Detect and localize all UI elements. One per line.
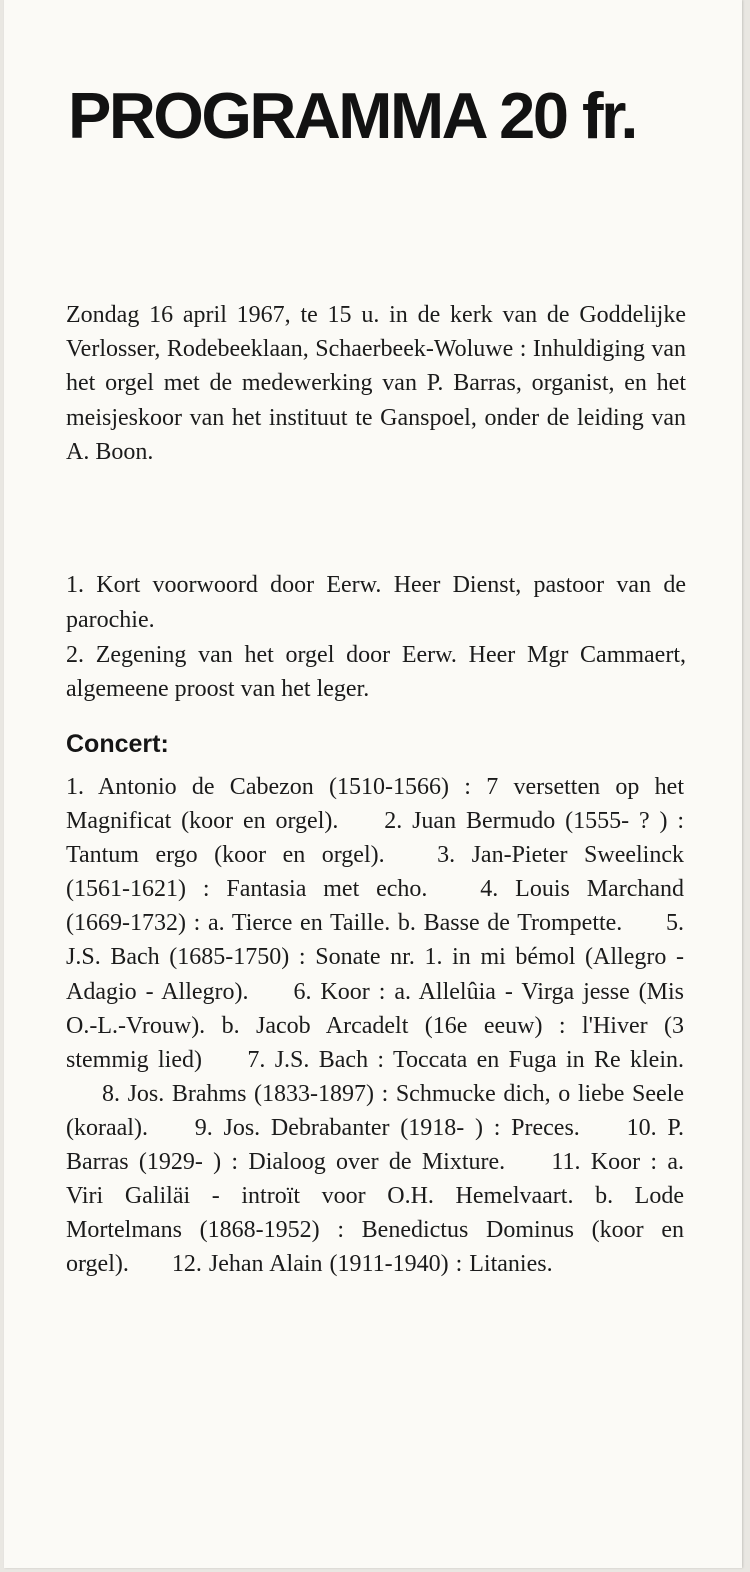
concert-item: 6. Koor : a. Allelûia - Virga jesse (Mis O.-L.-Vrouw). b. Jacob Arcadelt (16e eeuw) : l'Hiver (3 stemmig lied) [66, 978, 685, 1073]
concert-item: 9. Jos. Debrabanter (1918- ) : Preces. [194, 1114, 580, 1141]
program-leaflet-page [4, 0, 742, 1568]
concert-item: 8. Jos. Brahms (1833-1897) : Schmucke dich, o liebe Seele (koraal). [66, 1080, 684, 1141]
concert-item: 7. J.S. Bach : Toccata en Fuga in Re klein. [247, 1046, 684, 1073]
opening-item: 2. Zegening van het orgel door Eerw. Heer Mgr Cammaert, algemeene proost van het leger. [66, 641, 686, 703]
opening-items [66, 568, 686, 707]
concert-item: 1. Antonio de Cabezon (1510-1566) : 7 versetten op het Magnificat (koor en orgel). [66, 774, 684, 835]
concert-item: 10. P. Barras (1929- ) : Dialoog over de Mixture. [66, 1114, 685, 1176]
concert-heading: Concert: [66, 730, 169, 758]
concert-item: 2. Juan Bermudo (1555- ? ) : Tantum ergo (koor en orgel). [66, 808, 684, 869]
concert-item: 5. J.S. Bach (1685-1750) : Sonate nr. 1. in mi bémol (Allegro - Adagio - Allegro). [66, 910, 684, 1005]
concert-item: 11. Koor : a. Viri Galiläi - introït voor O.H. Hemelvaart. b. Lode Mortelmans (1868-1952) : Benedictus Dominus (koor en orgel). [66, 1149, 684, 1278]
concert-item: 4. Louis Marchand (1669-1732) : a. Tierce en Taille. b. Basse de Trompette. [66, 876, 684, 937]
concert-program-list [66, 770, 684, 1281]
concert-item: 3. Jan-Pieter Sweelinck (1561-1621) : Fantasia met echo. [66, 842, 685, 903]
opening-item: 1. Kort voorwoord door Eerw. Heer Dienst, pastoor van de parochie. [66, 572, 686, 633]
concert-item: 12. Jehan Alain (1911-1940) : Litanies. [171, 1251, 553, 1278]
program-title: PROGRAMMA 20 fr. [68, 79, 636, 152]
event-intro-paragraph: Zondag 16 april 1967, te 15 u. in de kerk van de Goddelijke Verlosser, Rodebeeklaan, Schaerbeek-Woluwe : Inhuldiging van het orgel met de medewerking van P. Barras, organist, en het meisjeskoor van het instituut te Ganspoel, onder de leiding van A. Boon. [66, 302, 686, 465]
